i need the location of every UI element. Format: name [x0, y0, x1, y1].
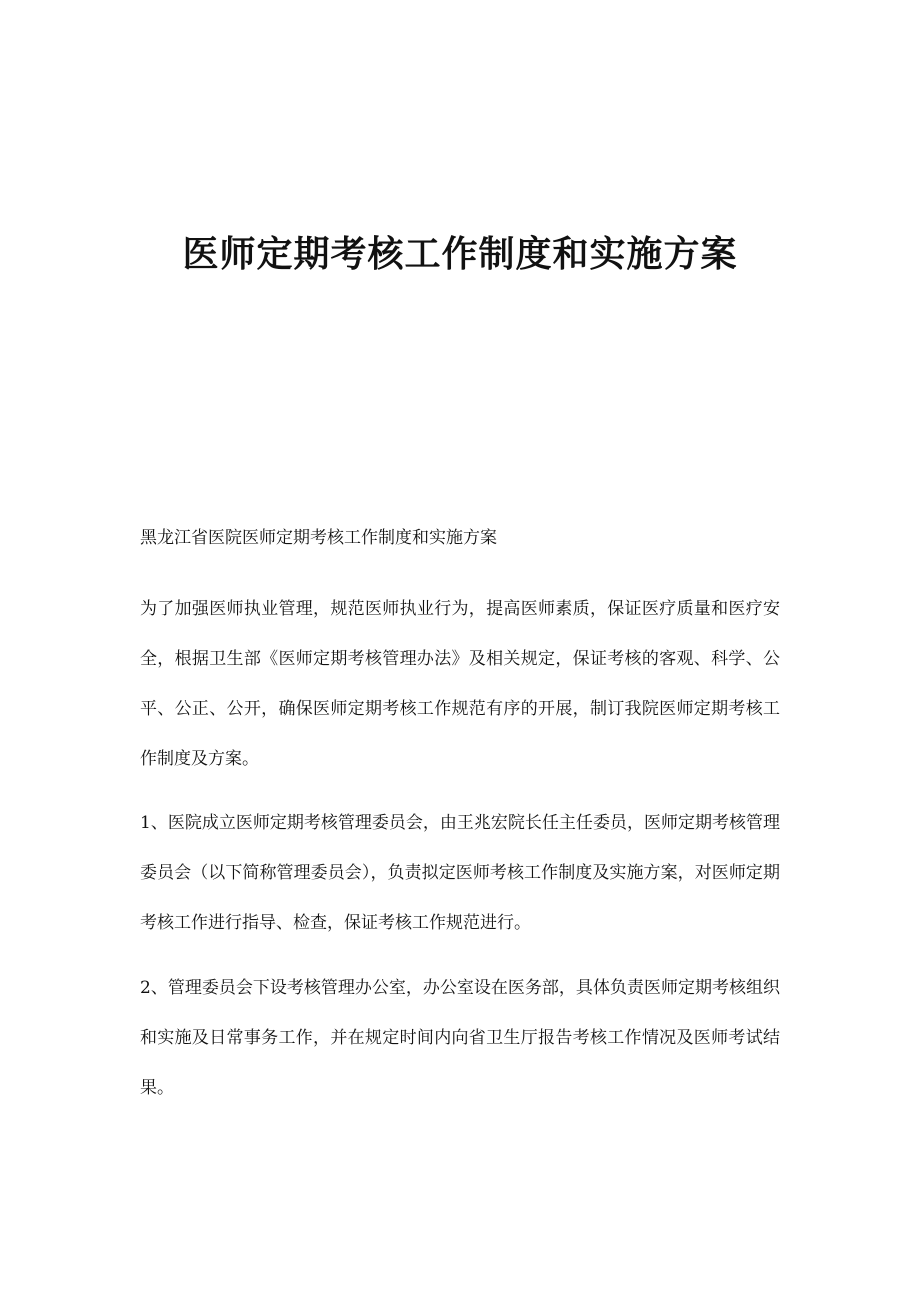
document-title: 医师定期考核工作制度和实施方案: [182, 233, 738, 275]
paragraph-item-1: 1、医院成立医师定期考核管理委员会，由王兆宏院长任主任委员，医师定期考核管理委员会（以下简称管理委员会），负责拟定医师考核工作制度及实施方案，对医师定期考核工作进行指导、检查，保证考核工作规范进行。: [140, 813, 780, 933]
paragraph-intro: 为了加强医师执业管理，规范医师执业行为，提高医师素质，保证医疗质量和医疗安全，根据卫生部《医师定期考核管理办法》及相关规定，保证考核的客观、科学、公平、公正、公开，确保医师定期考核工作规范有序的开展，制订我院医师定期考核工作制度及方案。: [140, 599, 780, 769]
document-subtitle: 黑龙江省医院医师定期考核工作制度和实施方案: [140, 528, 497, 548]
paragraph-item-2: 2、管理委员会下设考核管理办公室，办公室设在医务部，具体负责医师定期考核组织和实施及日常事务工作，并在规定时间内向省卫生厅报告考核工作情况及医师考试结果。: [140, 978, 780, 1098]
